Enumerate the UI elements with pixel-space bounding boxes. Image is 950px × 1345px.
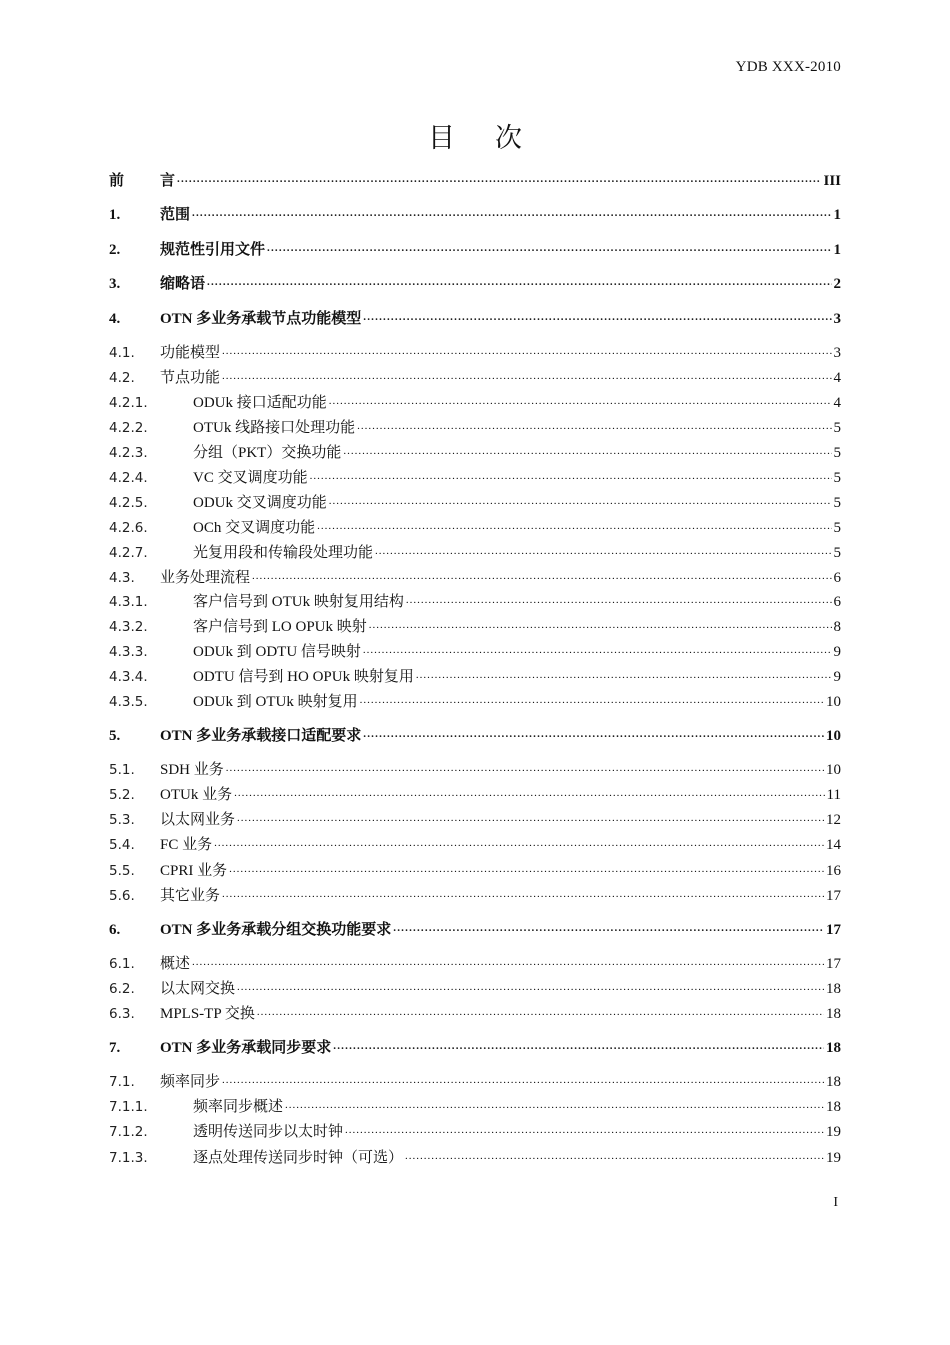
toc-entry-number: 4.2.1. xyxy=(109,395,148,411)
toc-entry[interactable] xyxy=(109,518,841,538)
title-char: 目 xyxy=(428,123,455,153)
toc-dot-leader xyxy=(222,1072,824,1086)
toc-entry-number: 7.1.1. xyxy=(109,1099,148,1115)
toc-dot-leader xyxy=(234,785,824,799)
toc-entry-title: OTN 多业务承载节点功能模型 xyxy=(160,311,362,327)
toc-entry-page: 19 xyxy=(826,1124,841,1140)
toc-entry-page: 9 xyxy=(833,644,841,660)
toc-entry-title: 逐点处理传送同步时钟（可选） xyxy=(193,1150,404,1166)
toc-dot-leader xyxy=(310,468,832,482)
toc-entry-page: 18 xyxy=(826,1074,841,1090)
toc-entry[interactable] xyxy=(109,835,841,855)
toc-entry-number: 4.2.7. xyxy=(109,545,148,561)
toc-entry[interactable] xyxy=(109,1072,841,1092)
toc-entry-page: 10 xyxy=(826,762,841,778)
toc-entry-number: 5.1. xyxy=(109,762,135,778)
toc-entry-title: OCh 交叉调度功能 xyxy=(193,520,316,536)
toc-entry-title: 言 xyxy=(160,173,176,189)
toc-entry[interactable] xyxy=(109,785,841,805)
toc-entry[interactable] xyxy=(109,343,841,363)
toc-entry[interactable] xyxy=(109,240,841,260)
toc-entry-page: 5 xyxy=(833,445,841,461)
toc-entry-number: 4.2.4. xyxy=(109,470,148,486)
toc-dot-leader xyxy=(257,1004,824,1018)
toc-entry-title: 其它业务 xyxy=(160,888,221,904)
toc-entry-page: 1 xyxy=(833,242,841,258)
toc-entry-title: FC 业务 xyxy=(160,837,213,853)
toc-dot-leader xyxy=(416,667,832,681)
toc-entry-page: 18 xyxy=(826,1006,841,1022)
toc-dot-leader xyxy=(192,954,824,968)
toc-entry[interactable] xyxy=(109,667,841,687)
toc-entry[interactable] xyxy=(109,886,841,906)
toc-dot-leader xyxy=(345,1122,824,1136)
toc-entry-title: 业务处理流程 xyxy=(160,570,251,586)
toc-entry-title: 缩略语 xyxy=(160,276,206,292)
toc-entry[interactable] xyxy=(109,543,841,563)
toc-dot-leader xyxy=(237,810,824,824)
toc-entry-number: 4.3. xyxy=(109,570,135,586)
toc-entry[interactable] xyxy=(109,592,841,612)
toc-entry[interactable] xyxy=(109,726,841,746)
toc-entry-number: 4.2.2. xyxy=(109,420,148,436)
toc-entry-title: OTN 多业务承载接口适配要求 xyxy=(160,728,362,744)
toc-entry[interactable] xyxy=(109,468,841,488)
toc-entry[interactable] xyxy=(109,1122,841,1142)
toc-dot-leader xyxy=(252,568,831,582)
toc-dot-leader xyxy=(363,642,832,656)
toc-entry-page: 18 xyxy=(826,981,841,997)
toc-entry[interactable] xyxy=(109,1148,841,1168)
toc-entry-title: OTUk 线路接口处理功能 xyxy=(193,420,356,436)
toc-entry-title: OTN 多业务承载同步要求 xyxy=(160,1040,332,1056)
toc-entry-title: 光复用段和传输段处理功能 xyxy=(193,545,374,561)
toc-entry-title: 透明传送同步以太时钟 xyxy=(193,1124,344,1140)
toc-dot-leader xyxy=(207,274,831,288)
toc-entry-number: 6.1. xyxy=(109,956,135,972)
toc-entry-number: 5. xyxy=(109,728,121,744)
document-code: YDB XXX-2010 xyxy=(735,59,841,75)
toc-entry[interactable] xyxy=(109,1038,841,1058)
toc-entry[interactable] xyxy=(109,642,841,662)
toc-entry-page: 5 xyxy=(833,420,841,436)
page-number: I xyxy=(833,1195,838,1210)
toc-entry-number: 6. xyxy=(109,922,121,938)
toc-dot-leader xyxy=(267,240,831,254)
toc-dot-leader xyxy=(357,418,831,432)
toc-entry-page: 2 xyxy=(833,276,841,292)
toc-entry-page: 3 xyxy=(833,311,841,327)
toc-entry-number: 7.1.2. xyxy=(109,1124,148,1140)
toc-entry[interactable] xyxy=(109,418,841,438)
toc-entry-page: 18 xyxy=(826,1099,841,1115)
toc-entry[interactable] xyxy=(109,760,841,780)
toc-entry-page: 16 xyxy=(826,863,841,879)
toc-entry-page: 18 xyxy=(826,1040,841,1056)
toc-dot-leader xyxy=(192,205,831,219)
toc-entry-page: 4 xyxy=(833,370,841,386)
toc-entry-page: 8 xyxy=(833,619,841,635)
toc-entry[interactable] xyxy=(109,493,841,513)
toc-dot-leader xyxy=(285,1097,824,1111)
toc-entry[interactable] xyxy=(109,1004,841,1024)
toc-entry-number: 5.4. xyxy=(109,837,135,853)
toc-entry[interactable] xyxy=(109,274,841,294)
toc-entry-title: 以太网交换 xyxy=(160,981,236,997)
toc-dot-leader xyxy=(329,393,832,407)
toc-entry-title: VC 交叉调度功能 xyxy=(193,470,308,486)
toc-entry-title: ODUk 到 OTUk 映射复用 xyxy=(193,694,358,710)
page-title xyxy=(0,116,950,155)
toc-entry-title: CPRI 业务 xyxy=(160,863,228,879)
toc-entry[interactable] xyxy=(109,368,841,388)
toc-entry[interactable] xyxy=(109,568,841,588)
toc-entry-number: 4.2. xyxy=(109,370,135,386)
toc-entry-page: 17 xyxy=(826,888,841,904)
toc-entry[interactable] xyxy=(109,171,841,191)
toc-entry-number: 6.2. xyxy=(109,981,135,997)
toc-dot-leader xyxy=(360,692,824,706)
toc-dot-leader xyxy=(317,518,831,532)
toc-entry[interactable] xyxy=(109,1097,841,1117)
toc-entry-page: 6 xyxy=(833,594,841,610)
toc-entry[interactable] xyxy=(109,692,841,712)
toc-entry-number: 5.2. xyxy=(109,787,135,803)
toc-entry-number: 4.3.5. xyxy=(109,694,148,710)
toc-entry-number: 4.2.3. xyxy=(109,445,148,461)
toc-entry-title: 客户信号到 OTUk 映射复用结构 xyxy=(193,594,404,610)
toc-dot-leader xyxy=(369,617,832,631)
toc-dot-leader xyxy=(363,726,824,740)
toc-entry[interactable] xyxy=(109,617,841,637)
toc-entry-page: 19 xyxy=(826,1150,841,1166)
toc-entry-title: 功能模型 xyxy=(160,345,221,361)
toc-entry[interactable] xyxy=(109,309,841,329)
toc-entry-page: 6 xyxy=(833,570,841,586)
toc-entry[interactable] xyxy=(109,979,841,999)
toc-entry-page: 5 xyxy=(833,520,841,536)
toc-entry-page: 17 xyxy=(826,956,841,972)
toc-dot-leader xyxy=(237,979,824,993)
toc-entry-title: ODTU 信号到 HO OPUk 映射复用 xyxy=(193,669,414,685)
toc-entry-page: 5 xyxy=(833,545,841,561)
toc-entry[interactable] xyxy=(109,810,841,830)
toc-entry-number: 4.1. xyxy=(109,345,135,361)
toc-entry-number: 5.5. xyxy=(109,863,135,879)
toc-entry-title: 分组（PKT）交换功能 xyxy=(193,445,342,461)
toc-dot-leader xyxy=(226,760,824,774)
toc-dot-leader xyxy=(229,861,824,875)
toc-dot-leader xyxy=(406,592,832,606)
toc-entry-page: 12 xyxy=(826,812,841,828)
toc-dot-leader xyxy=(222,343,831,357)
toc-entry-number: 5.6. xyxy=(109,888,135,904)
toc-dot-leader xyxy=(329,493,832,507)
toc-entry-title: 以太网业务 xyxy=(160,812,236,828)
toc-entry-number: 4. xyxy=(109,311,121,327)
toc-entry-page: III xyxy=(823,173,841,189)
toc-entry-number: 2. xyxy=(109,242,121,258)
toc-entry-page: 10 xyxy=(826,694,841,710)
toc-entry-number: 4.2.6. xyxy=(109,520,148,536)
toc-entry-title: 概述 xyxy=(160,956,191,972)
toc-entry-number: 4.2.5. xyxy=(109,495,148,511)
toc-entry-page: 9 xyxy=(833,669,841,685)
toc-entry[interactable] xyxy=(109,920,841,940)
toc-entry-number: 4.3.2. xyxy=(109,619,148,635)
toc-entry-number: 3. xyxy=(109,276,121,292)
toc-dot-leader xyxy=(393,920,824,934)
toc-entry-page: 1 xyxy=(833,207,841,223)
toc-entry-title: MPLS-TP 交换 xyxy=(160,1006,255,1022)
toc-entry-page: 11 xyxy=(826,787,841,803)
toc-entry-number: 前 xyxy=(109,173,125,189)
toc-dot-leader xyxy=(363,309,831,323)
toc-entry-title: ODUk 接口适配功能 xyxy=(193,395,327,411)
toc-entry-number: 1. xyxy=(109,207,121,223)
toc-dot-leader xyxy=(343,443,831,457)
toc-entry[interactable] xyxy=(109,861,841,881)
toc-entry-number: 7.1. xyxy=(109,1074,135,1090)
toc-entry-title: ODUk 交叉调度功能 xyxy=(193,495,327,511)
toc-entry-title: SDH 业务 xyxy=(160,762,224,778)
toc-entry-page: 4 xyxy=(833,395,841,411)
toc-entry-title: 客户信号到 LO OPUk 映射 xyxy=(193,619,367,635)
toc-dot-leader xyxy=(375,543,831,557)
toc-dot-leader xyxy=(222,886,824,900)
toc-entry-number: 5.3. xyxy=(109,812,135,828)
toc-entry-title: 节点功能 xyxy=(160,370,221,386)
toc-entry-title: 频率同步概述 xyxy=(193,1099,284,1115)
toc-dot-leader xyxy=(177,171,821,185)
toc-entry[interactable] xyxy=(109,443,841,463)
toc-entry-title: OTN 多业务承载分组交换功能要求 xyxy=(160,922,392,938)
toc-dot-leader xyxy=(222,368,831,382)
toc-entry[interactable] xyxy=(109,205,841,225)
toc-entry-number: 6.3. xyxy=(109,1006,135,1022)
toc-entry-number: 4.3.1. xyxy=(109,594,148,610)
toc-dot-leader xyxy=(405,1148,824,1162)
toc-entry-number: 7. xyxy=(109,1040,121,1056)
toc-entry[interactable] xyxy=(109,954,841,974)
toc-entry-title: 范围 xyxy=(160,207,191,223)
toc-entry-number: 4.3.4. xyxy=(109,669,148,685)
toc-entry-number: 4.3.3. xyxy=(109,644,148,660)
toc-entry-page: 5 xyxy=(833,495,841,511)
toc-entry[interactable] xyxy=(109,393,841,413)
toc-entry-page: 3 xyxy=(833,345,841,361)
toc-entry-page: 5 xyxy=(833,470,841,486)
toc-entry-title: OTUk 业务 xyxy=(160,787,233,803)
toc-entry-title: 频率同步 xyxy=(160,1074,221,1090)
toc-entry-title: ODUk 到 ODTU 信号映射 xyxy=(193,644,361,660)
toc-entry-number: 7.1.3. xyxy=(109,1150,148,1166)
toc-entry-page: 14 xyxy=(826,837,841,853)
toc-entry-title: 规范性引用文件 xyxy=(160,242,266,258)
toc-dot-leader xyxy=(333,1038,824,1052)
toc-entry-page: 10 xyxy=(826,728,841,744)
title-char: 次 xyxy=(495,123,522,153)
toc-entry-page: 17 xyxy=(826,922,841,938)
toc-dot-leader xyxy=(214,835,824,849)
